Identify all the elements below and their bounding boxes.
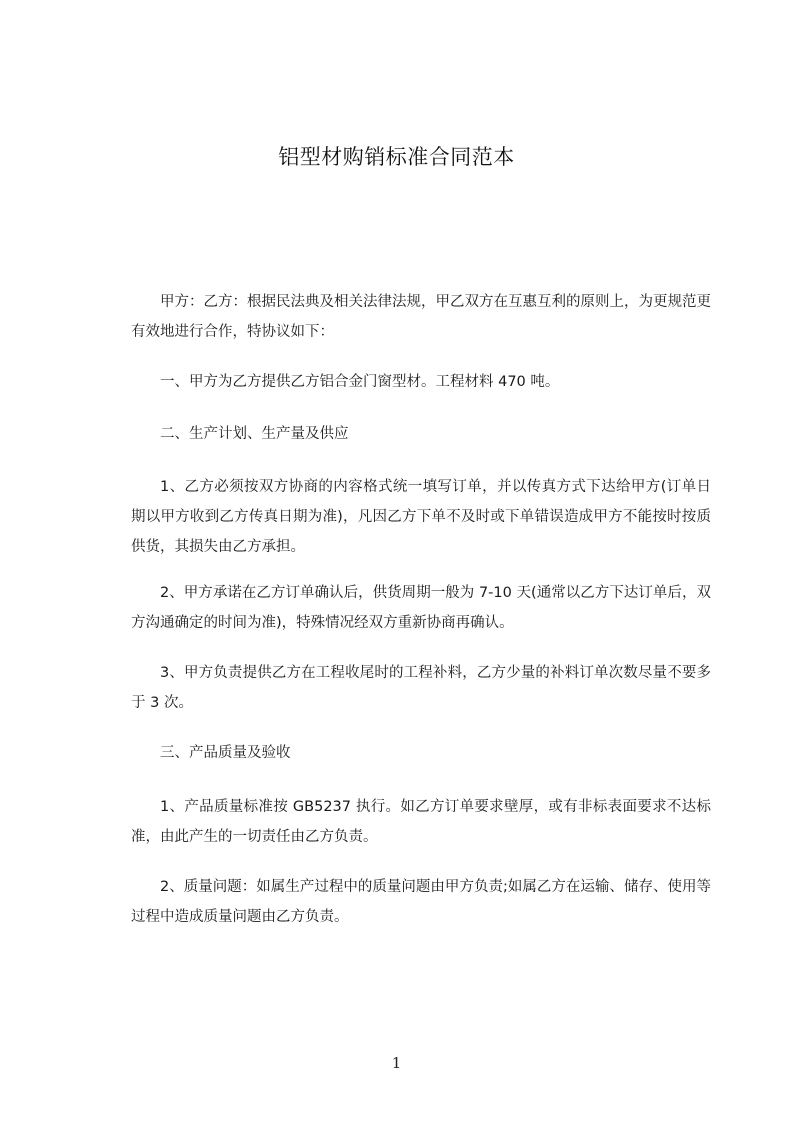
clause-1-paragraph: 一、甲方为乙方提供乙方铝合金门窗型材。工程材料 470 吨。 [160, 374, 560, 390]
preamble-paragraph: 甲方：乙方：根据民法典及相关法律法规，甲乙双方在互惠互利的原则上，为更规范更有效地进行合作，特协议如下： [131, 294, 711, 340]
clause-2-1-paragraph: 1、乙方必须按双方协商的内容格式统一填写订单，并以传真方式下达给甲方(订单日期以甲方收到乙方传真日期为准)，凡因乙方下单不及时或下单错误造成甲方不能按时按质供货，其损失由乙方承担。 [131, 479, 711, 555]
section-3-heading: 三、产品质量及验收 [160, 745, 291, 761]
clause-3-2-paragraph: 2、质量问题：如属生产过程中的质量问题由甲方负责;如属乙方在运输、储存、使用等过程中造成质量问题由乙方负责。 [131, 879, 711, 925]
clause-2-3-paragraph: 3、甲方负责提供乙方在工程收尾时的工程补料，乙方少量的补料订单次数尽量不要多于 3 次。 [131, 665, 711, 711]
clause-2-2-paragraph: 2、甲方承诺在乙方订单确认后，供货周期一般为 7-10 天(通常以乙方下达订单后，双方沟通确定的时间为准)，特殊情况经双方重新协商再确认。 [131, 585, 711, 631]
clause-3-1-paragraph: 1、产品质量标准按 GB5237 执行。如乙方订单要求壁厚，或有非标表面要求不达标准，由此产生的一切责任由乙方负责。 [131, 799, 711, 845]
document-title: 铝型材购销标准合同范本 [278, 145, 515, 169]
section-2-heading: 二、生产计划、生产量及供应 [160, 426, 349, 442]
page-number: 1 [391, 1054, 402, 1072]
